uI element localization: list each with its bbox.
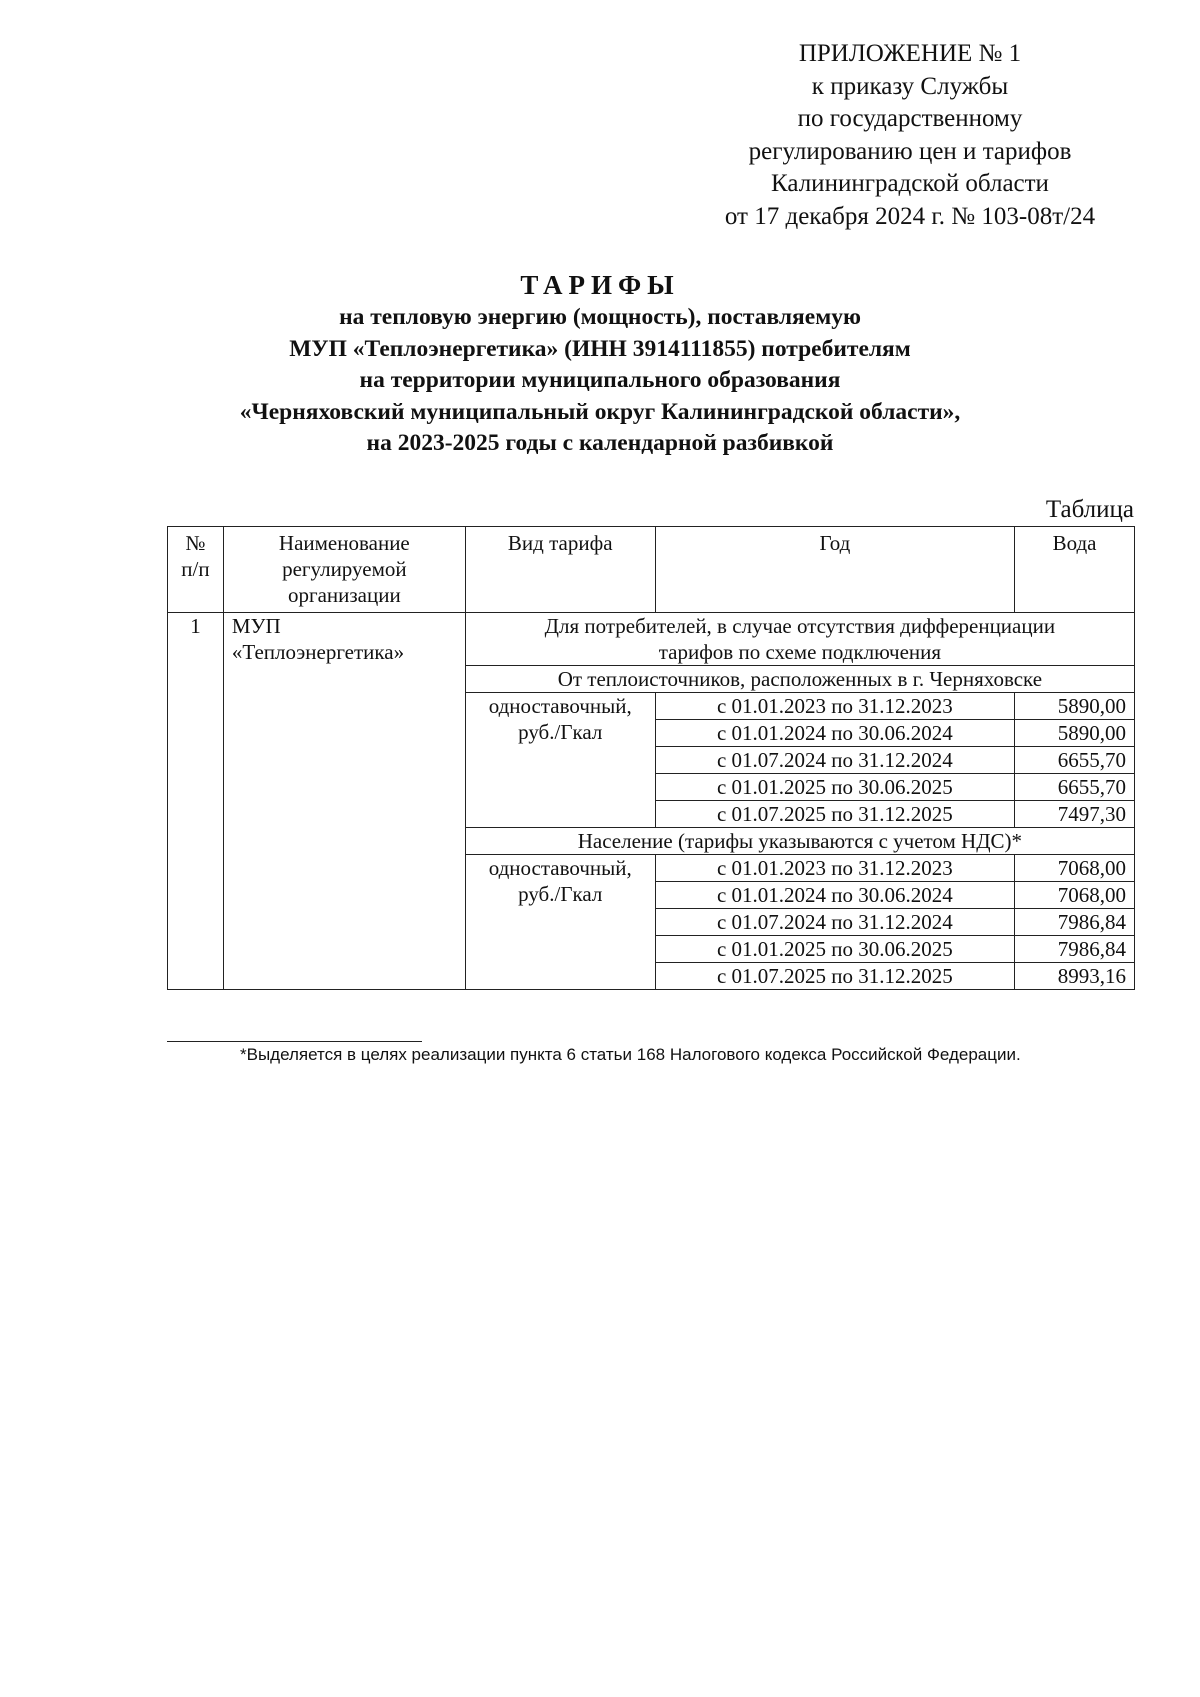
period-cell: с 01.01.2024 по 30.06.2024 <box>655 882 1014 909</box>
appendix-line: к приказу Службы <box>811 72 1009 100</box>
appendix-header <box>680 38 1140 233</box>
document-title <box>100 268 1100 460</box>
title-line: МУП «Теплоэнергетика» (ИНН 3914111855) потребителям <box>289 335 911 362</box>
header-org: Наименование регулируемой организации <box>223 527 465 613</box>
table-row <box>168 613 1135 666</box>
period-cell: с 01.01.2025 по 30.06.2025 <box>655 774 1014 801</box>
section-consumers: Для потребителей, в случае отсутствия дифференциации тарифов по схеме подключения <box>465 613 1134 666</box>
appendix-line: по государственному <box>797 105 1023 132</box>
appendix-line: от 17 декабря 2024 г. № 103-08т/24 <box>724 202 1096 230</box>
period-cell: с 01.07.2025 по 31.12.2025 <box>655 963 1014 990</box>
period-cell: с 01.07.2024 по 31.12.2024 <box>655 909 1014 936</box>
tariff-table <box>167 526 1135 990</box>
value-cell: 8993,16 <box>1015 963 1135 990</box>
tariff-type-label: одноставочный, руб./Гкал <box>465 693 655 828</box>
value-cell: 7986,84 <box>1015 936 1135 963</box>
period-cell: с 01.01.2023 по 31.12.2023 <box>655 855 1014 882</box>
title-line: на территории муниципального образования <box>359 367 841 393</box>
appendix-line: ПРИЛОЖЕНИЕ № 1 <box>798 40 1022 67</box>
header-tariff-type: Вид тарифа <box>465 527 655 613</box>
title-line: на тепловую энергию (мощность), поставляемую <box>339 304 861 330</box>
value-cell: 6655,70 <box>1015 774 1135 801</box>
footnote-divider <box>167 1041 422 1042</box>
appendix-line: регулированию цен и тарифов <box>748 137 1072 165</box>
footnote: *Выделяется в целях реализации пункта 6 статьи 168 Налогового кодекса Российской Федерации. <box>240 1045 1021 1064</box>
appendix-line: Калининградской области <box>771 170 1049 197</box>
value-cell: 7986,84 <box>1015 909 1135 936</box>
table-header-row <box>168 527 1135 613</box>
header-year: Год <box>655 527 1014 613</box>
row-number: 1 <box>168 613 224 990</box>
section-population: Население (тарифы указываются с учетом НДС)* <box>465 828 1134 855</box>
header-water: Вода <box>1015 527 1135 613</box>
title-line: «Черняховский муниципальный округ Калининградской области», <box>239 398 961 425</box>
period-cell: с 01.01.2025 по 30.06.2025 <box>655 936 1014 963</box>
table-caption: Таблица <box>1045 496 1134 523</box>
value-cell: 6655,70 <box>1015 747 1135 774</box>
period-cell: с 01.01.2024 по 30.06.2024 <box>655 720 1014 747</box>
period-cell: с 01.01.2023 по 31.12.2023 <box>655 693 1014 720</box>
tariff-type-label: одноставочный, руб./Гкал <box>465 855 655 990</box>
value-cell: 7068,00 <box>1015 855 1135 882</box>
title-main: ТАРИФЫ <box>520 270 680 300</box>
value-cell: 7068,00 <box>1015 882 1135 909</box>
section-sources: От теплоисточников, расположенных в г. Черняховске <box>465 666 1134 693</box>
header-num: № п/п <box>168 527 224 613</box>
period-cell: с 01.07.2025 по 31.12.2025 <box>655 801 1014 828</box>
org-name: МУП «Теплоэнергетика» <box>223 613 465 990</box>
value-cell: 5890,00 <box>1015 720 1135 747</box>
period-cell: с 01.07.2024 по 31.12.2024 <box>655 747 1014 774</box>
value-cell: 5890,00 <box>1015 693 1135 720</box>
title-line: на 2023-2025 годы с календарной разбивкой <box>366 430 834 456</box>
value-cell: 7497,30 <box>1015 801 1135 828</box>
